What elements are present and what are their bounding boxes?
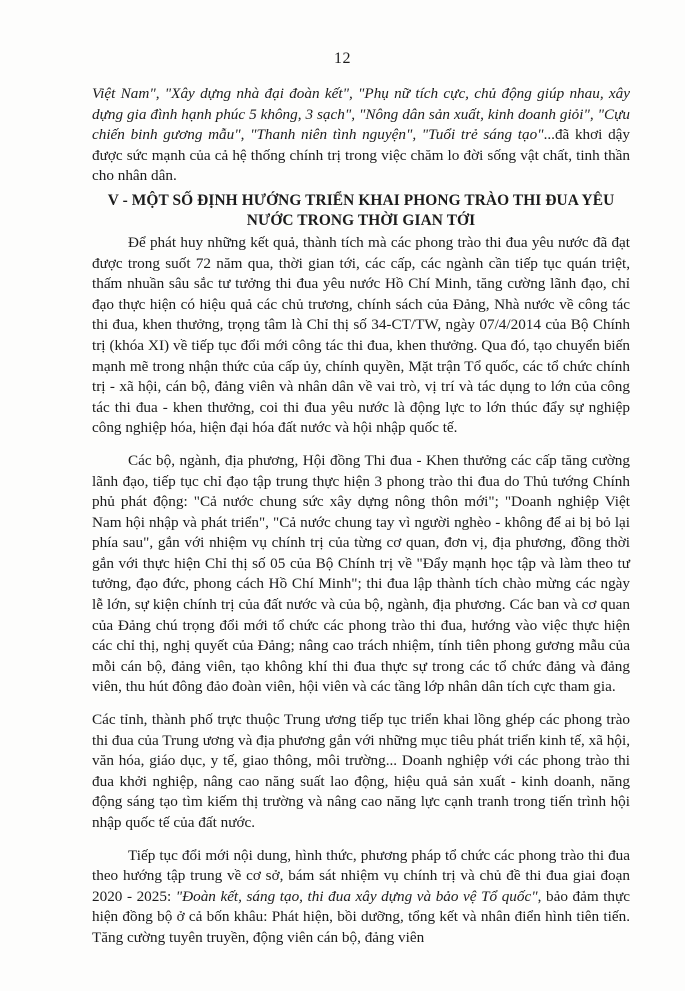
movement-names: Việt Nam", "Xây dựng nhà đại đoàn kết", "Phụ nữ tích cực, chủ động giúp nhau, xây dựng gia đình hạnh phúc 5 không, 3 sạch", "Nông dân sản xuất, kinh doanh giỏi", "Cựu chiến binh gương mẫu", "Thanh niên tình nguyện", "Tuổi trẻ sáng tạo" bbox=[92, 85, 630, 144]
paragraph-text: ...đã khơi dậy được sức mạnh của cả hệ thống chính trị trong việc chăm lo đời sống vật chất, tinh thần cho nhân dân. bbox=[92, 126, 631, 185]
page-number: 12 bbox=[334, 50, 351, 67]
paragraph: Các bộ, ngành, địa phương, Hội đồng Thi đua - Khen thưởng các cấp tăng cường lãnh đạo, tiếp tục chỉ đạo tập trung thực hiện 3 phong trào thi đua do Thủ tướng Chính phủ phát động: "Cả nước chung sức xây dựng nông thôn mới"; "Doanh nghiệp Việt Nam hội nhập và phát triển", "Cả nước chung tay vì người nghèo - không để ai bị bỏ lại phía sau", gắn với nhiệm vụ chính trị của từng cơ quan, đơn vị, địa phương, đồng thời gắn với thực hiện Chỉ thị số 05 của Bộ Chính trị về "Đẩy mạnh học tập và làm theo tư tưởng, đạo đức, phong cách Hồ Chí Minh"; thi đua lập thành tích chào mừng các ngày lễ lớn, sự kiện chính trị của đất nước và của bộ, ngành, địa phương. Các ban và cơ quan của Đảng chú trọng đổi mới tổ chức các phong trào thi đua, hướng vào việc thực hiện các chỉ thị, nghị quyết của Đảng; nâng cao trách nhiệm, tính tiên phong gương mẫu của mỗi cán bộ, đảng viên, tạo không khí thi đua thực sự trong các tổ chức đảng và đảng viên, thu hút đông đảo đoàn viên, hội viên và các tầng lớp nhân dân tích cực tham gia. bbox=[92, 451, 630, 696]
paragraph-text: Tiếp tục đổi mới nội dung, hình thức, phương pháp tổ chức các phong trào thi đua theo hướng tập trung về cơ sở, bám sát nhiệm vụ chính trị và chủ đề thi đua giai đoạn 2020 - 2025: bbox=[92, 846, 630, 905]
paragraph-continued bbox=[92, 84, 630, 187]
emulation-theme: "Đoàn kết, sáng tạo, thi đua xây dựng và bảo vệ Tổ quốc" bbox=[175, 887, 538, 905]
paragraph-text: , bảo đảm thực hiện đồng bộ ở cả bốn khâu: Phát hiện, bồi dưỡng, tổng kết và nhân điển hình tiên tiến. Tăng cường tuyên truyền, động viên cán bộ, đảng viên bbox=[92, 887, 630, 946]
paragraph: Các tỉnh, thành phố trực thuộc Trung ương tiếp tục triển khai lồng ghép các phong trào thi đua của Trung ương và địa phương gắn với những mục tiêu phát triển kinh tế, xã hội, văn hóa, giáo dục, y tế, giao thông, môi trường... Doanh nghiệp với các phong trào thi đua khởi nghiệp, nâng cao năng suất lao động, hiệu quả sản xuất - kinh doanh, năng động sáng tạo tìm kiếm thị trường và nâng cao năng lực cạnh tranh trong tiến trình hội nhập quốc tế của đất nước. bbox=[92, 711, 630, 831]
page-body bbox=[92, 84, 630, 949]
paragraph: Để phát huy những kết quả, thành tích mà các phong trào thi đua yêu nước đã đạt được trong suốt 72 năm qua, thời gian tới, các cấp, các ngành cần tiếp tục quán triệt, thấm nhuần sâu sắc tư tưởng thi đua yêu nước Hồ Chí Minh, tăng cường lãnh đạo, chỉ đạo thực hiện có hiệu quả các chủ trương, chính sách của Đảng, Nhà nước về công tác thi đua, khen thưởng, trọng tâm là Chỉ thị số 34-CT/TW, ngày 07/4/2014 của Bộ Chính trị (khóa XI) về tiếp tục đổi mới công tác thi đua, khen thưởng. Qua đó, tạo chuyển biến mạnh mẽ trong nhận thức của cấp ủy, chính quyền, Mặt trận Tổ quốc, các tổ chức chính trị - xã hội, cán bộ, đảng viên và nhân dân về vai trò, vị trí và tác dụng to lớn của công tác thi đua - khen thưởng, coi thi đua yêu nước là động lực to lớn thúc đẩy sự nghiệp công nghiệp hóa, hiện đại hóa đất nước và hội nhập quốc tế. bbox=[92, 233, 630, 437]
paragraph bbox=[92, 846, 630, 949]
section-heading: V - MỘT SỐ ĐỊNH HƯỚNG TRIỂN KHAI PHONG TRÀO THI ĐUA YÊU NƯỚC TRONG THỜI GIAN TỚI bbox=[107, 191, 615, 229]
